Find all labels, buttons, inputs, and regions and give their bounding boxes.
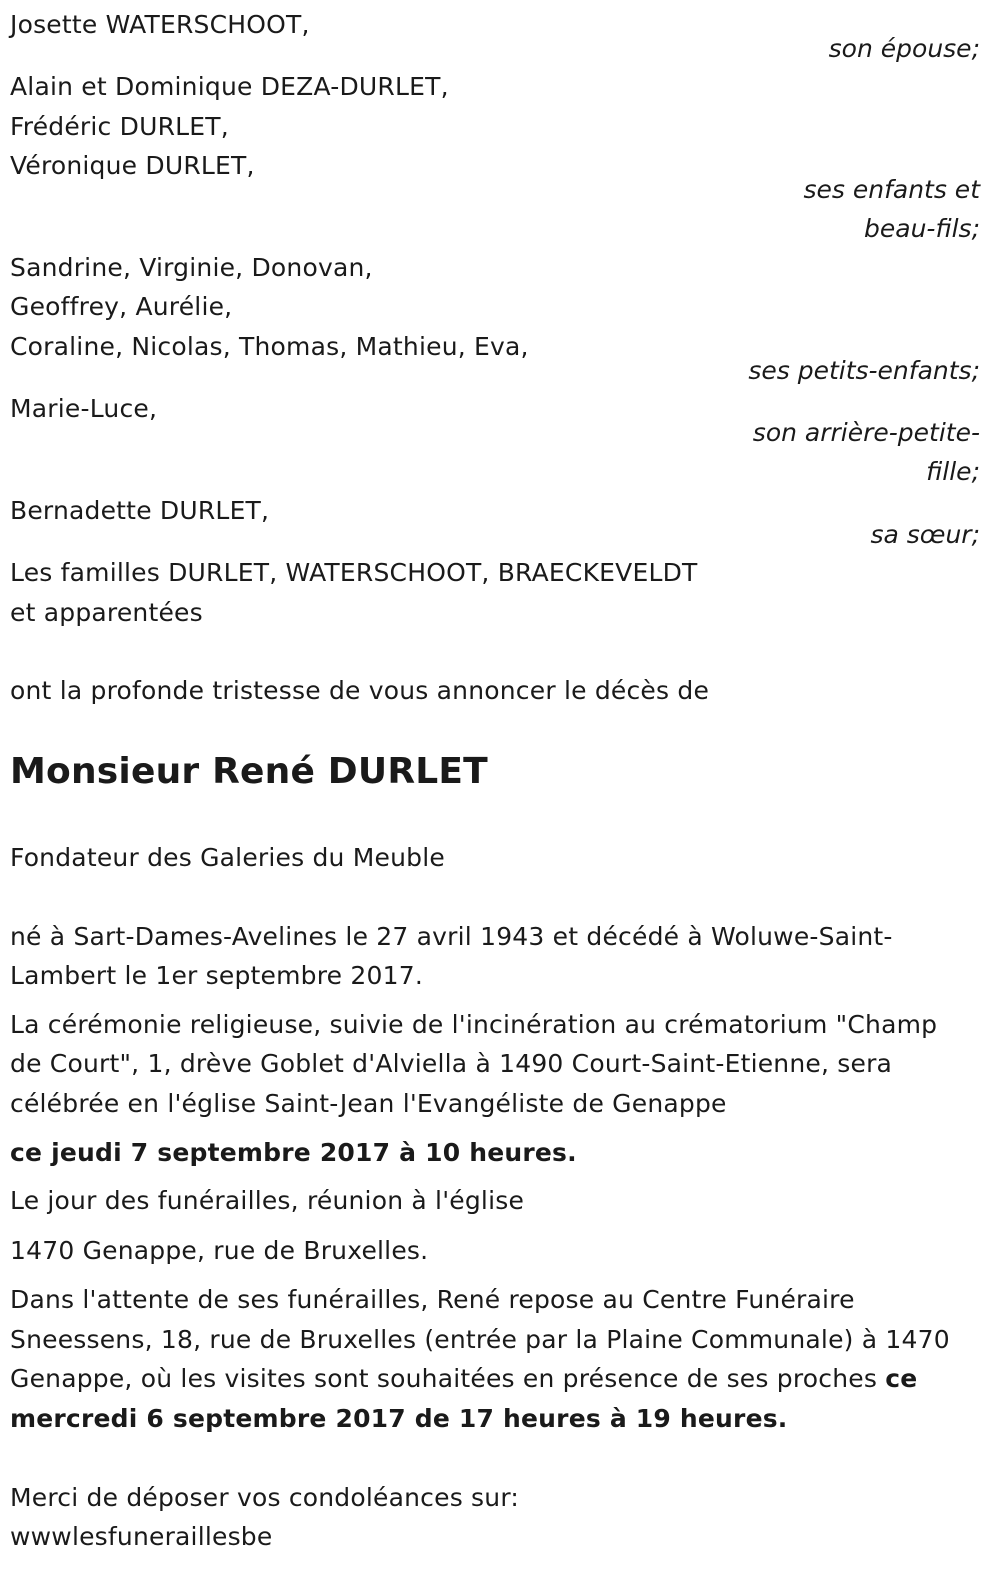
child-name-1: Alain et Dominique DEZA-DURLET, (10, 72, 449, 101)
birth-death-line-1: né à Sart-Dames-Avelines le 27 avril 1943 et décédé à Woluwe-Saint- (10, 922, 893, 951)
great-grandchild-relation-line2: fille; (926, 457, 980, 486)
meeting-line-2: 1470 Genappe, rue de Bruxelles. (10, 1236, 429, 1265)
grandchildren-line-2: Geoffrey, Aurélie, (10, 292, 233, 321)
birth-death-line-2: Lambert le 1er septembre 2017. (10, 961, 423, 990)
grandchildren-relation: ses petits-enfants; (748, 356, 980, 385)
child-name-2: Frédéric DURLET, (10, 112, 229, 141)
meeting-line-1: Le jour des funérailles, réunion à l'église (10, 1186, 525, 1215)
visits-line-1: Dans l'attente de ses funérailles, René repose au Centre Funéraire (10, 1285, 855, 1314)
ceremony-line-2: de Court", 1, drève Goblet d'Alviella à 1490 Court-Saint-Etienne, sera (10, 1049, 893, 1078)
grandchildren-line-3: Coraline, Nicolas, Thomas, Mathieu, Eva, (10, 332, 529, 361)
children-relation-line2: beau-fils; (864, 214, 980, 243)
spouse-relation: son épouse; (828, 34, 980, 63)
visits-line-4: mercredi 6 septembre 2017 de 17 heures à 19 heures. (10, 1404, 788, 1433)
great-grandchild-name: Marie-Luce, (10, 394, 158, 423)
child-name-3: Véronique DURLET, (10, 151, 255, 180)
condolences-website-link[interactable]: wwwlesfuneraillesbe (10, 1522, 273, 1551)
families-line-2: et apparentées (10, 598, 203, 627)
ceremony-line-1: La cérémonie religieuse, suivie de l'incinération au crématorium "Champ (10, 1010, 938, 1039)
condolences-text: Merci de déposer vos condoléances sur: (10, 1483, 519, 1512)
children-relation-line1: ses enfants et (803, 175, 980, 204)
spouse-name: Josette WATERSCHOOT, (10, 10, 310, 39)
visits-line-3 (10, 1362, 917, 1396)
sister-relation: sa sœur; (870, 520, 980, 549)
great-grandchild-relation-line1: son arrière-petite- (752, 418, 980, 447)
visits-line-3-regular: Genappe, où les visites sont souhaitées en présence de ses proches (10, 1364, 886, 1393)
grandchildren-line-1: Sandrine, Virginie, Donovan, (10, 253, 373, 282)
ceremony-line-3: célébrée en l'église Saint-Jean l'Evangéliste de Genappe (10, 1089, 727, 1118)
announcement-text: ont la profonde tristesse de vous annoncer le décès de (10, 676, 710, 705)
sister-name: Bernadette DURLET, (10, 496, 270, 525)
visits-line-2: Sneessens, 18, rue de Bruxelles (entrée par la Plaine Communale) à 1470 (10, 1325, 950, 1354)
deceased-name: Monsieur René DURLET (10, 751, 488, 792)
ceremony-date: ce jeudi 7 septembre 2017 à 10 heures. (10, 1138, 577, 1167)
visits-line-3-bold: ce (885, 1364, 918, 1393)
families-line-1: Les familles DURLET, WATERSCHOOT, BRAECKEVELDT (10, 558, 698, 587)
deceased-title: Fondateur des Galeries du Meuble (10, 843, 445, 872)
